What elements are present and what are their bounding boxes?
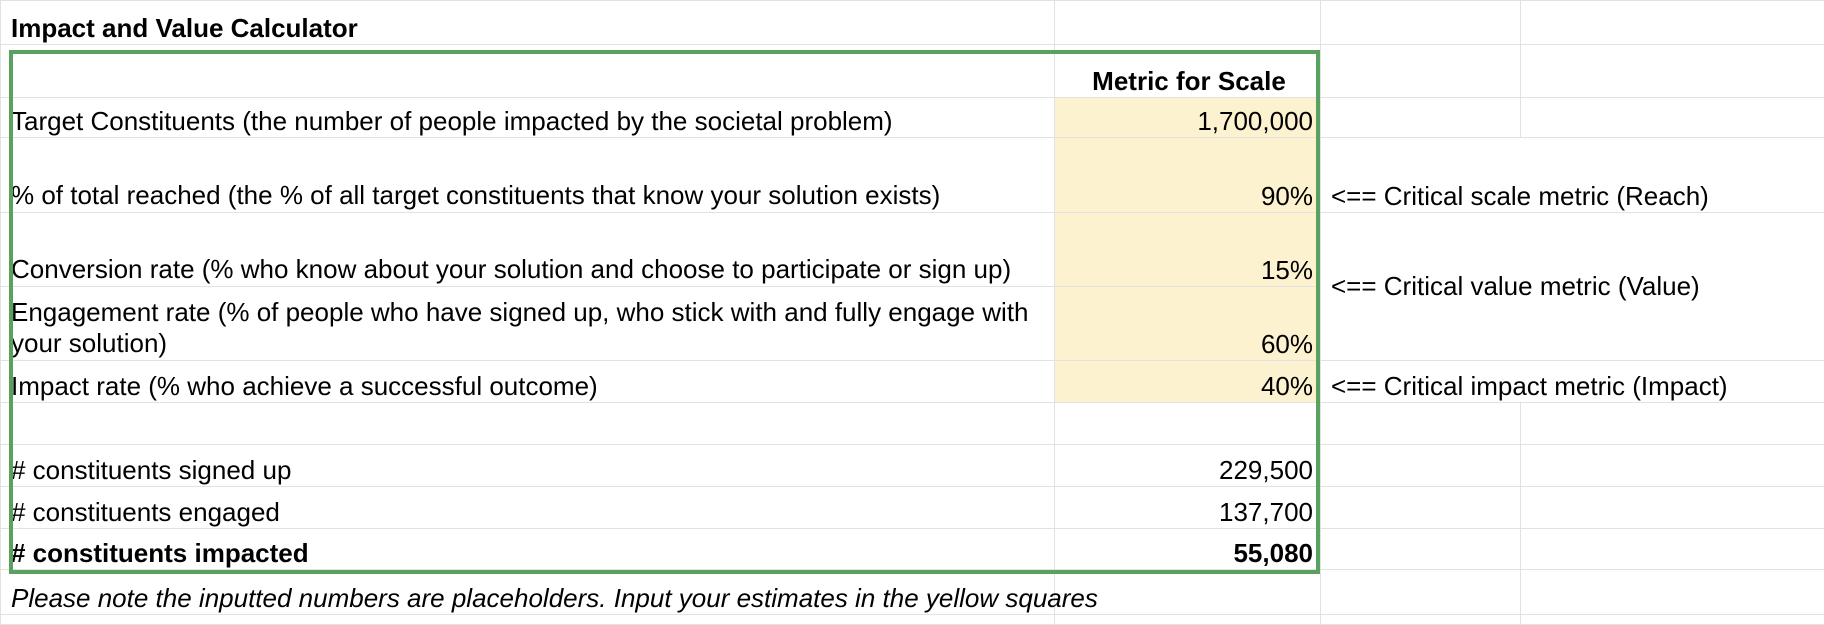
- cell[interactable]: [1521, 98, 1824, 138]
- engagement-input[interactable]: 60%: [1055, 287, 1321, 361]
- cell[interactable]: [1521, 1, 1824, 45]
- footnote[interactable]: Please note the inputted numbers are placeholders. Input your estimates in the yellow squares: [1, 570, 1055, 615]
- cell[interactable]: [1521, 45, 1824, 98]
- conversion-label[interactable]: Conversion rate (% who know about your solution and choose to participate or sign up): [1, 213, 1055, 287]
- target-constituents-label[interactable]: Target Constituents (the number of people impacted by the societal problem): [1, 98, 1055, 138]
- cell[interactable]: [1321, 1, 1521, 45]
- cell[interactable]: [1055, 615, 1321, 625]
- cell[interactable]: [1521, 615, 1824, 625]
- cell[interactable]: [1321, 487, 1521, 529]
- cell[interactable]: [1, 45, 1055, 98]
- reach-input[interactable]: 90%: [1055, 138, 1321, 213]
- cell[interactable]: [1521, 403, 1824, 445]
- engaged-value[interactable]: 137,700: [1055, 487, 1321, 529]
- table-row: [1, 138, 1824, 213]
- cell[interactable]: [1321, 615, 1521, 625]
- reach-label[interactable]: % of total reached (the % of all target constituents that know your solution exists): [1, 138, 1055, 213]
- value-note[interactable]: <== Critical value metric (Value): [1321, 213, 1824, 361]
- cell[interactable]: [1521, 570, 1824, 615]
- blank-row: [1, 403, 1824, 445]
- cell[interactable]: [1521, 529, 1824, 570]
- table-row: [1, 445, 1824, 487]
- table-row: [1, 213, 1824, 287]
- table-row: [1, 487, 1824, 529]
- cell[interactable]: [1, 615, 1055, 625]
- impacted-label[interactable]: # constituents impacted: [1, 529, 1055, 570]
- cell[interactable]: [1321, 445, 1521, 487]
- cell[interactable]: [1, 403, 1055, 445]
- impact-rate-label[interactable]: Impact rate (% who achieve a successful outcome): [1, 361, 1055, 403]
- engaged-label[interactable]: # constituents engaged: [1, 487, 1055, 529]
- reach-note[interactable]: <== Critical scale metric (Reach): [1321, 138, 1824, 213]
- signed-up-value[interactable]: 229,500: [1055, 445, 1321, 487]
- footnote-row: [1, 570, 1824, 615]
- sheet-title[interactable]: Impact and Value Calculator: [1, 1, 1055, 45]
- cell[interactable]: [1321, 98, 1521, 138]
- impact-rate-input[interactable]: 40%: [1055, 361, 1321, 403]
- cell[interactable]: [1521, 487, 1824, 529]
- title-row: [1, 1, 1824, 45]
- cell[interactable]: [1055, 1, 1321, 45]
- cell[interactable]: [1521, 445, 1824, 487]
- header-row: [1, 45, 1824, 98]
- engagement-label[interactable]: Engagement rate (% of people who have signed up, who stick with and fully engage with your solution): [1, 287, 1055, 361]
- cell[interactable]: [1321, 529, 1521, 570]
- target-constituents-input[interactable]: 1,700,000: [1055, 98, 1321, 138]
- signed-up-label[interactable]: # constituents signed up: [1, 445, 1055, 487]
- cell[interactable]: [1055, 403, 1321, 445]
- table-row: [1, 98, 1824, 138]
- table-row: [1, 361, 1824, 403]
- cell[interactable]: [1321, 403, 1521, 445]
- impact-note[interactable]: <== Critical impact metric (Impact): [1321, 361, 1824, 403]
- impacted-value[interactable]: 55,080: [1055, 529, 1321, 570]
- cell[interactable]: [1321, 570, 1521, 615]
- conversion-input[interactable]: 15%: [1055, 213, 1321, 287]
- metric-column-header[interactable]: Metric for Scale: [1055, 45, 1321, 98]
- cell[interactable]: [1321, 45, 1521, 98]
- partial-row: [1, 615, 1824, 625]
- table-row: [1, 529, 1824, 570]
